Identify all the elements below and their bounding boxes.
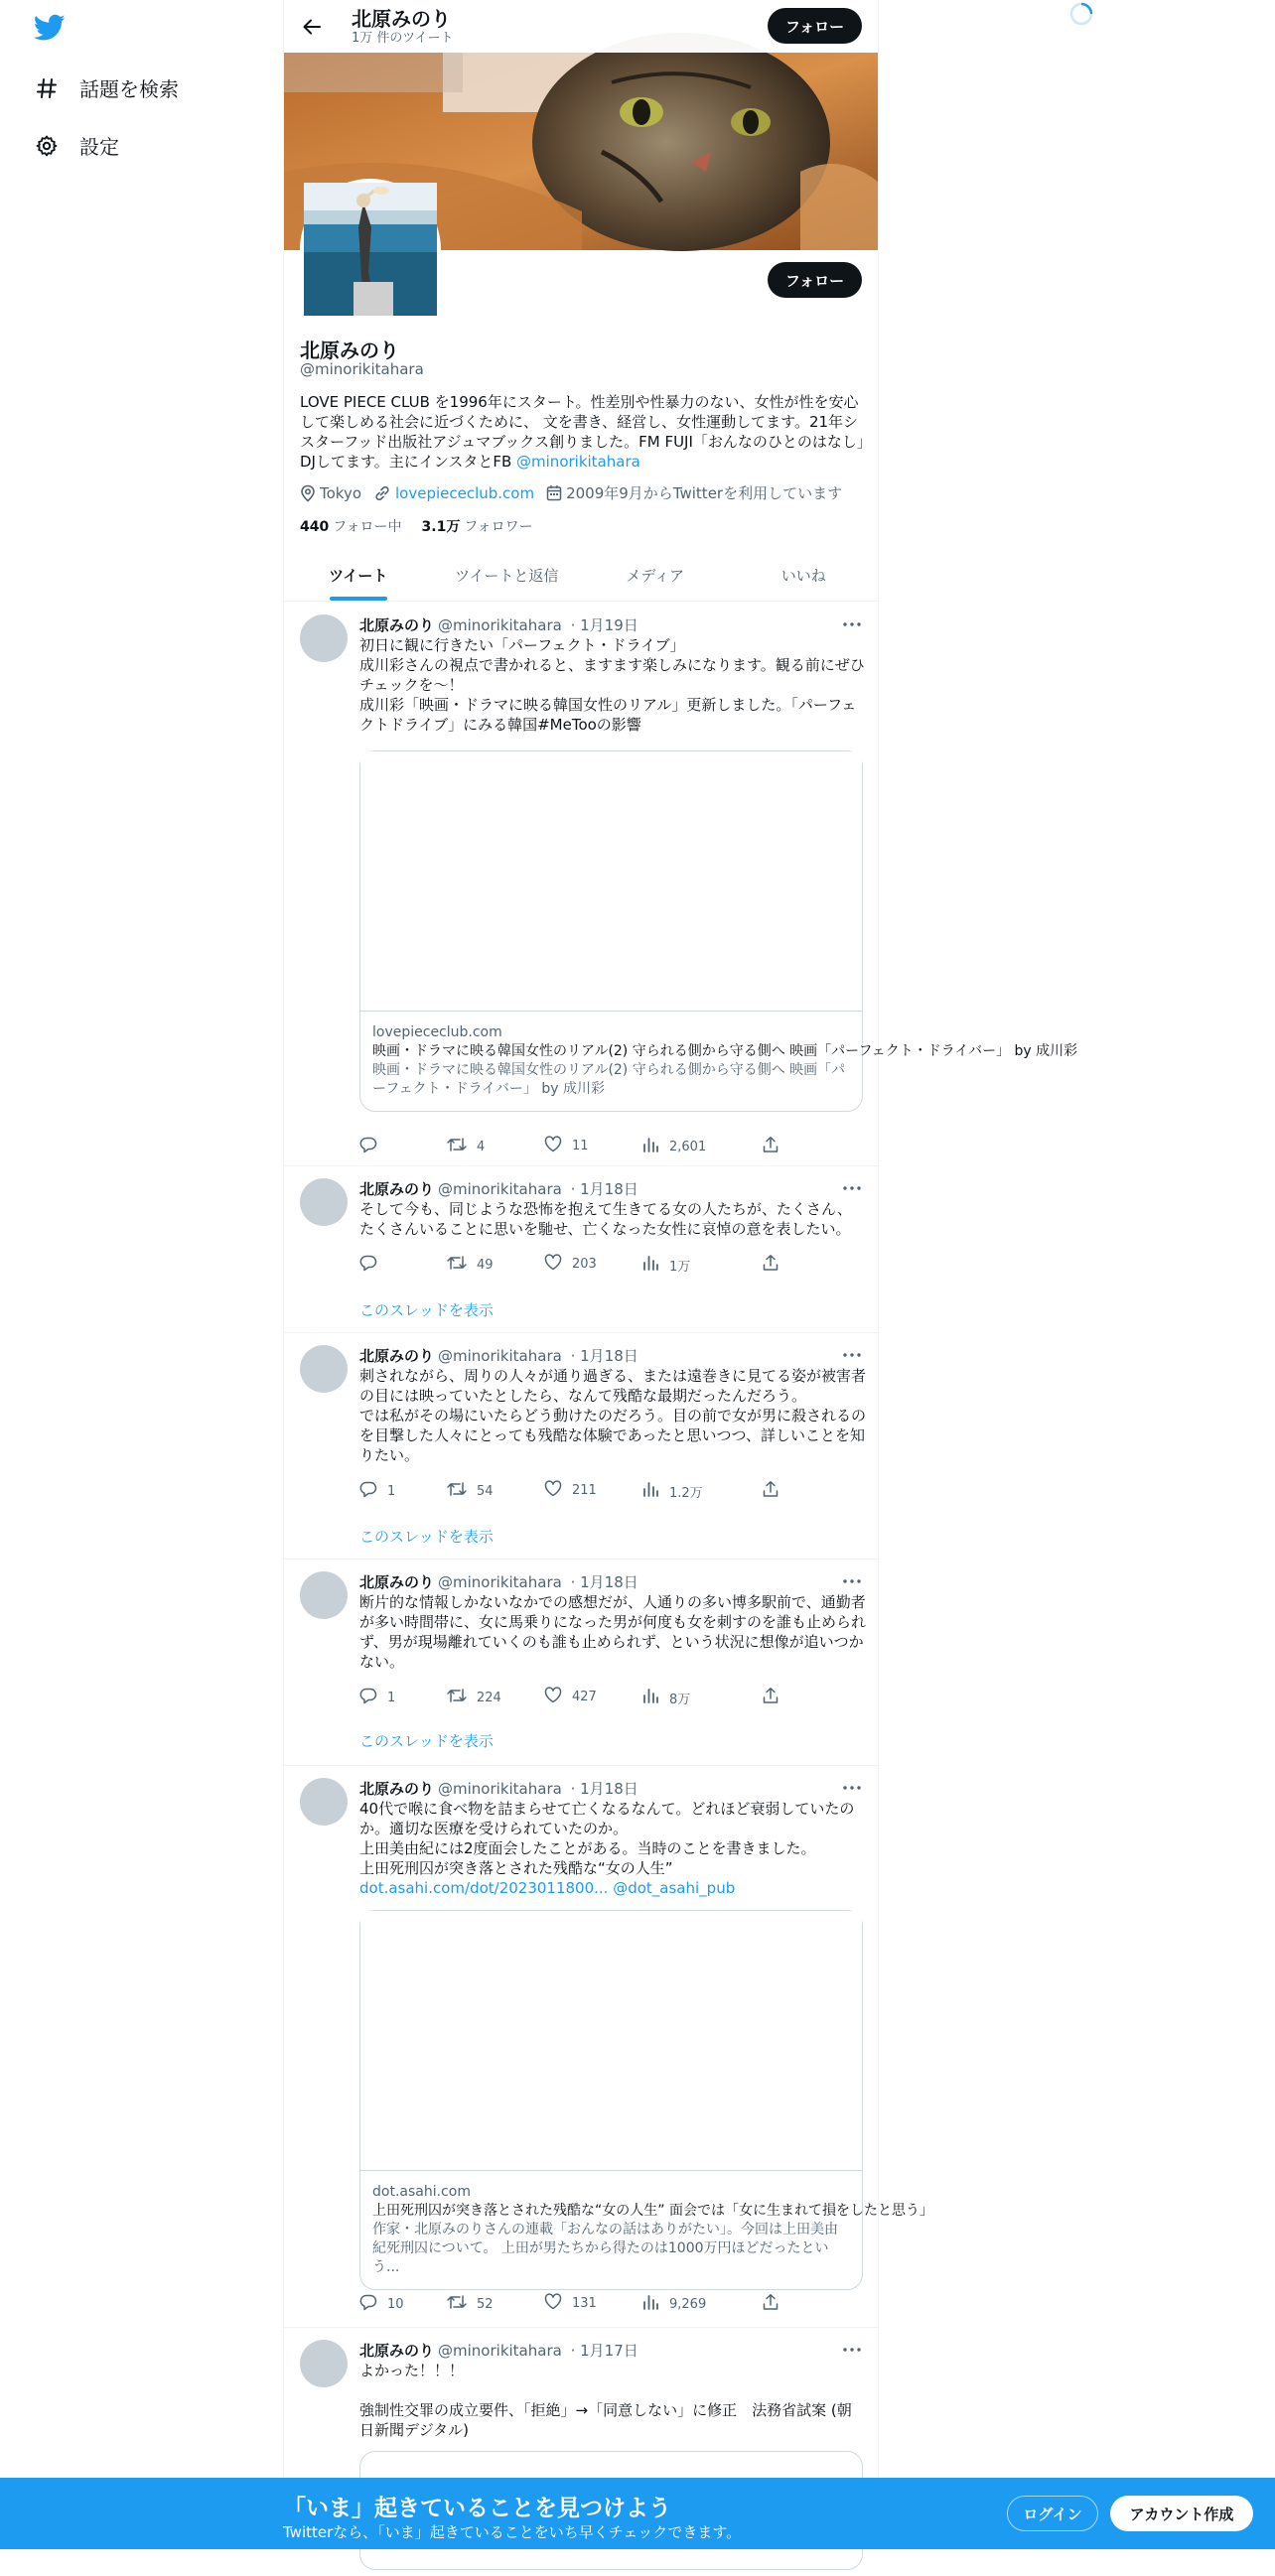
- reply-icon: [359, 1687, 377, 1708]
- calendar-icon: [546, 484, 562, 501]
- more-options-icon[interactable]: [842, 1778, 862, 1798]
- like-count: 131: [572, 2296, 597, 2311]
- like-icon: [544, 1254, 562, 1275]
- reply-count: 1: [387, 1483, 396, 1499]
- reply-button[interactable]: [359, 2293, 404, 2315]
- show-thread-link[interactable]: このスレッドを表示: [359, 1732, 494, 1750]
- signup-button[interactable]: アカウント作成: [1110, 2496, 1253, 2531]
- like-button[interactable]: [544, 1687, 597, 1707]
- share-icon: [762, 1254, 779, 1276]
- tweet[interactable]: [284, 1166, 878, 1333]
- reply-button[interactable]: [359, 1136, 387, 1157]
- profile-meta: [300, 482, 854, 503]
- views-count: 1.2万: [669, 1485, 703, 1501]
- tweet-external-link[interactable]: dot.asahi.com/dot/2023011800... @dot_asahi_pub: [359, 1879, 736, 1897]
- link-card-title: 映画・ドラマに映る韓国女性のリアル(2) 守られる側から守る側へ 映画「パーフェクト・ドライバー」 by 成川彩: [372, 1043, 1078, 1059]
- profile-bio-mention-link[interactable]: @minorikitahara: [516, 453, 640, 471]
- bottom-signup-bar: [0, 2478, 1275, 2549]
- views-count: 8万: [669, 1692, 691, 1707]
- share-button[interactable]: [762, 1136, 779, 1157]
- tweet[interactable]: [284, 1559, 878, 1766]
- left-sidebar: [0, 0, 282, 2549]
- retweet-icon: [447, 2293, 467, 2315]
- retweet-count: 4: [477, 1139, 486, 1154]
- profile-bio: [300, 392, 866, 472]
- tweet-header: 北原みのり @minorikitahara · 1月19日: [359, 616, 638, 634]
- profile-handle: @minorikitahara: [300, 360, 424, 378]
- retweet-icon: [447, 1254, 467, 1276]
- hashtag-icon: [34, 75, 60, 101]
- tweet-avatar[interactable]: [300, 1778, 348, 1826]
- profile-avatar[interactable]: [300, 179, 441, 320]
- profile-location: Tokyo: [300, 484, 361, 502]
- profile-name: 北原みのり: [300, 339, 399, 362]
- views-button[interactable]: [641, 1136, 706, 1157]
- back-arrow-icon[interactable]: [294, 9, 330, 45]
- like-button[interactable]: [544, 1480, 597, 1501]
- sidebar-item-explore[interactable]: [34, 73, 179, 102]
- location-pin-icon: [300, 484, 316, 502]
- tweet-header: 北原みのり @minorikitahara · 1月18日: [359, 1347, 638, 1365]
- reply-count: 10: [387, 2296, 404, 2312]
- retweet-icon: [447, 1687, 467, 1708]
- retweet-button[interactable]: [447, 2293, 494, 2315]
- following-link[interactable]: 440 フォロー中: [300, 519, 402, 535]
- like-icon: [544, 1136, 562, 1156]
- profile-header-bar: [284, 0, 878, 53]
- tweet-text: 初日に観に行きたい「パーフェクト・ドライブ」 成川彩さんの視点で書かれると、ますます楽しみになります。観る前にぜひチェックを〜！ 成川彩「映画・ドラマに映る韓国女性のリアル」更新しました。「パーフェクトドライブ」にみる韓国#MeTooの影響: [359, 636, 865, 734]
- header-profile-name: 北原みのり: [352, 6, 451, 31]
- share-button[interactable]: [762, 1480, 779, 1502]
- tweet-text: 断片的な情報しかないなかでの感想だが、人通りの多い博多駅前で、通勤者が多い時間帯に、女に馬乗りになった男が何度も女を刺すのを誰も止められず、男が現場離れていくのも誰も止められず、という状況に想像が追いつかない。: [359, 1593, 867, 1671]
- loading-spinner-icon: [1069, 2, 1093, 26]
- tweet-actions: [359, 1136, 786, 1155]
- twitter-logo-icon[interactable]: [34, 14, 66, 44]
- like-button[interactable]: [544, 2293, 597, 2314]
- gear-icon: [34, 133, 60, 159]
- share-button[interactable]: [762, 1254, 779, 1276]
- tab-tweets-and-replies[interactable]: ツイートと返信: [455, 566, 559, 585]
- share-icon: [762, 1136, 779, 1157]
- tweet-avatar[interactable]: [300, 1571, 348, 1619]
- header-tweet-count: 1万 件のツイート: [352, 30, 454, 46]
- tweet[interactable]: [284, 1766, 933, 2328]
- tweet-text: 刺されながら、周りの人々が通り過ぎる、または遠巻きに見てる姿が被害者の目には映っていたとしたら、なんて残酷な最期だったんだろう。 では私がその場にいたらどう動けたのだろう。目の前で女が男に殺されるのを目撃した人々にとっても残酷な体験であったと思いつつ、詳しいことを知りたい。: [359, 1367, 867, 1464]
- tweet[interactable]: [284, 1333, 878, 1559]
- link-card-image: [360, 1911, 862, 2171]
- like-button[interactable]: [544, 1254, 597, 1275]
- views-button[interactable]: [641, 1687, 690, 1708]
- tweet-actions: [359, 1687, 786, 1706]
- reply-icon: [359, 1254, 377, 1276]
- tweet-header: 北原みのり @minorikitahara · 1月17日: [359, 2342, 638, 2360]
- reply-icon: [359, 2293, 377, 2315]
- share-icon: [762, 1480, 779, 1502]
- tweet-avatar[interactable]: [300, 1178, 348, 1226]
- tweet-avatar[interactable]: [300, 614, 348, 662]
- reply-count: 1: [387, 1690, 396, 1705]
- tweet-avatar[interactable]: [300, 1345, 348, 1393]
- show-thread-link[interactable]: このスレッドを表示: [359, 1301, 494, 1319]
- views-button[interactable]: [641, 1254, 690, 1276]
- tweet-actions: [359, 2293, 786, 2313]
- followers-link[interactable]: 3.1万 フォロワー: [421, 519, 533, 535]
- active-tab-indicator: [330, 597, 387, 601]
- like-count: 211: [572, 1483, 597, 1498]
- tab-likes[interactable]: いいね: [780, 566, 826, 585]
- tab-media[interactable]: メディア: [626, 566, 685, 585]
- like-count: 203: [572, 1257, 597, 1272]
- tweet-avatar[interactable]: [300, 2340, 348, 2387]
- like-count: 11: [572, 1139, 589, 1153]
- tweet-header: 北原みのり @minorikitahara · 1月18日: [359, 1573, 638, 1591]
- reply-button[interactable]: [359, 1687, 395, 1708]
- link-icon: [373, 484, 391, 502]
- profile-stats: [300, 516, 553, 536]
- retweet-icon: [447, 1480, 467, 1502]
- tweet-actions: [359, 1480, 786, 1500]
- reply-button[interactable]: [359, 1254, 387, 1276]
- tweet-header: 北原みのり @minorikitahara · 1月18日: [359, 1180, 638, 1198]
- tweet-header: 北原みのり @minorikitahara · 1月18日: [359, 1780, 638, 1798]
- retweet-button[interactable]: [447, 1687, 501, 1708]
- profile-website-link[interactable]: lovepiececlub.com: [395, 483, 535, 502]
- tweet-text: そして今も、同じような恐怖を抱えて生きてる女の人たちが、たくさん、たくさんいることに思いを馳せ、亡くなった女性に哀悼の意を表したい。: [359, 1200, 852, 1238]
- more-options-icon[interactable]: [842, 1571, 862, 1591]
- tweet-actions: [359, 1254, 786, 1274]
- sidebar-item-label: 話題を検索: [79, 77, 179, 101]
- link-card-description: 映画・ドラマに映る韓国女性のリアル(2) 守られる側から守る側へ 映画「パーフェクト・ドライバー」 by 成川彩: [372, 1062, 846, 1097]
- views-button[interactable]: [641, 2293, 706, 2315]
- link-card-domain: dot.asahi.com: [372, 2184, 471, 2200]
- more-options-icon[interactable]: [842, 614, 862, 634]
- retweet-button[interactable]: [447, 1136, 485, 1157]
- profile-bio-text: LOVE PIECE CLUB を1996年にスタート。性差別や性暴力のない、女性が性を安心して楽しめる社会に近づくために、 文を書き、経営し、女性運動してます。21年シスターフッド出版社アジュマブックス創りました。FM FUJI「おんなのひとのはなし」DJしてます。主にインスタとFB: [300, 393, 865, 471]
- link-card-domain: lovepiececlub.com: [372, 1024, 502, 1040]
- like-count: 427: [572, 1690, 597, 1704]
- retweet-count: 49: [477, 1257, 494, 1273]
- views-icon: [641, 1136, 659, 1157]
- link-card-title: 上田死刑囚が突き落とされた残酷な“女の人生” 面会では「女に生まれて損をしたと思う」: [372, 2203, 933, 2219]
- login-button[interactable]: ログイン: [1007, 2496, 1098, 2531]
- views-button[interactable]: [641, 1480, 703, 1502]
- link-card[interactable]: [359, 1910, 933, 2290]
- share-icon: [762, 2293, 779, 2315]
- share-icon: [762, 1687, 779, 1708]
- views-icon: [641, 1254, 659, 1276]
- views-count: 1万: [669, 1259, 691, 1275]
- profile-joined: 2009年9月からTwitterを利用しています: [546, 482, 842, 503]
- profile-tabs: [284, 549, 878, 602]
- reply-icon: [359, 1136, 377, 1157]
- bottom-bar-subtitle: Twitterなら、「いま」起きていることをいち早くチェックできます。: [283, 2523, 742, 2541]
- header-follow-button[interactable]: フォロー: [768, 8, 862, 44]
- retweet-count: 52: [477, 2296, 494, 2312]
- more-options-icon[interactable]: [842, 2340, 862, 2360]
- reply-button[interactable]: [359, 1480, 395, 1502]
- retweet-icon: [447, 1136, 467, 1157]
- link-card-image: [360, 751, 862, 1012]
- profile-website: [373, 484, 534, 502]
- share-button[interactable]: [762, 1687, 779, 1708]
- views-icon: [641, 2293, 659, 2315]
- more-options-icon[interactable]: [842, 1345, 862, 1365]
- like-icon: [544, 1687, 562, 1707]
- views-icon: [641, 1480, 659, 1502]
- link-card-description: 作家・北原みのりさんの連載「おんなの話はありがたい」。今回は上田美由紀死刑囚について。 上田が男たちから得たのは1000万円ほどだったという...: [372, 2222, 838, 2275]
- views-icon: [641, 1687, 659, 1708]
- show-thread-link[interactable]: このスレッドを表示: [359, 1528, 494, 1546]
- retweet-button[interactable]: [447, 1254, 494, 1276]
- sidebar-item-label: 設定: [79, 135, 119, 159]
- share-button[interactable]: [762, 2293, 779, 2315]
- more-options-icon[interactable]: [842, 1178, 862, 1198]
- tab-tweets[interactable]: ツイート: [284, 549, 433, 601]
- tweet[interactable]: [284, 603, 1078, 1166]
- views-count: 9,269: [669, 2296, 707, 2312]
- retweet-count: 224: [477, 1690, 501, 1705]
- like-button[interactable]: [544, 1136, 589, 1156]
- profile-follow-button[interactable]: フォロー: [768, 262, 862, 298]
- sidebar-item-settings[interactable]: [34, 131, 119, 160]
- views-count: 2,601: [669, 1139, 707, 1154]
- retweet-button[interactable]: [447, 1480, 494, 1502]
- tweet-text: 40代で喉に食べ物を詰まらせて亡くなるなんて。どれほど衰弱していたのか。適切な医療を受けられていたのか。 上田美由紀には2度面会したことがある。当時のことを書きました。 上田死刑囚が突き落とされた残酷な“女の人生” dot.asahi.com/dot/2023011800... @dot_asahi_pub: [359, 1800, 855, 1897]
- like-icon: [544, 2293, 562, 2314]
- reply-icon: [359, 1480, 377, 1502]
- link-card[interactable]: [359, 750, 1078, 1112]
- bottom-bar-title: 「いま」起きていることを見つけよう: [283, 2496, 671, 2521]
- retweet-count: 54: [477, 1483, 494, 1499]
- like-icon: [544, 1480, 562, 1501]
- tweet-text: よかった！！！ 強制性交罪の成立要件、「拒絶」→「同意しない」に修正 法務省試案 (朝日新聞デジタル): [359, 2362, 852, 2439]
